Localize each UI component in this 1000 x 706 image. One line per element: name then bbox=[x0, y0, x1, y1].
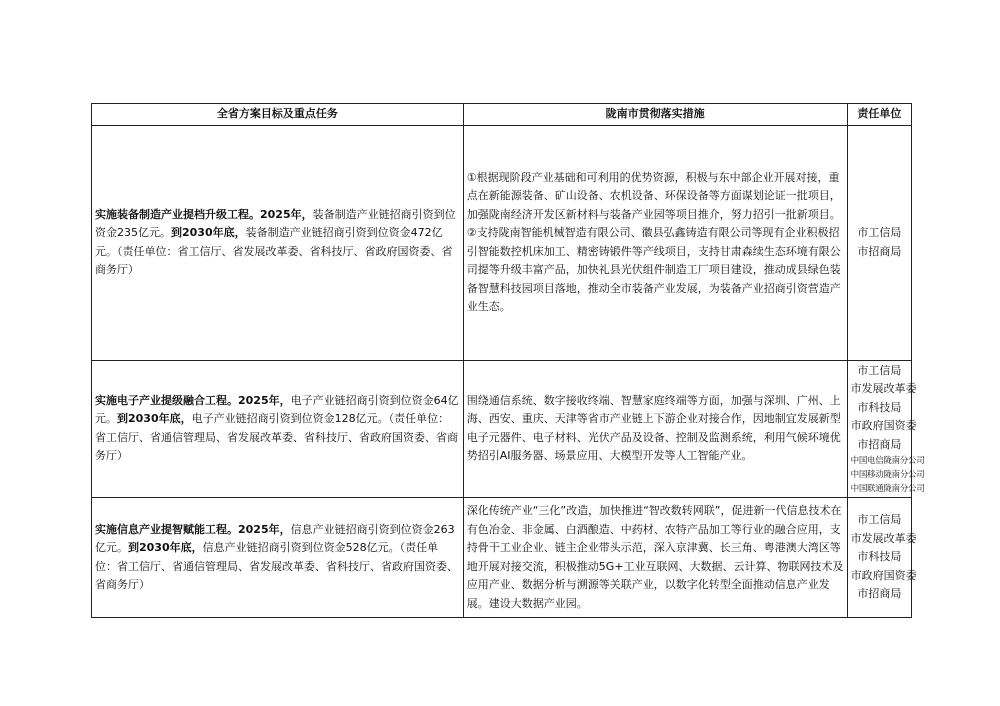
measures-cell: 围绕通信系统、数字接收终端、智慧家庭终端等方面，加强与深圳、广州、上海、西安、重庆、天津等省市产业链上下游企业对接合作，因地制宜发展新型电子元器件、电子材料、光伏产品及设备、控制及监测系统，利用气候环境优势招引AI服务器、场景应用、大模型开发等人工智能产业。 bbox=[463, 360, 847, 498]
task-title: 实施信息产业提智赋能工程。 bbox=[95, 522, 238, 536]
task-text: 电子产业链招商引资到位资金128亿元。（责任单位：省工信厅、省通信管理局、省发展改革委、省科技厅、省政府国资委、省商务厅） bbox=[95, 412, 458, 463]
unit-name: 中国移动陇南分公司 bbox=[850, 470, 925, 480]
unit-name: 市工信局 bbox=[857, 513, 902, 527]
unit-name: 市工信局 bbox=[857, 226, 902, 239]
task-text: 信息产业链招商引资到位资金528亿元。（责任单位：省工信厅、省通信管理局、省发展改革委、省科技厅、省政府国资委、省商务厅） bbox=[95, 541, 458, 591]
units-cell bbox=[847, 360, 925, 498]
task-title: 实施电子产业提级融合工程。 bbox=[95, 393, 238, 407]
unit-name: 市工信局 bbox=[857, 363, 902, 377]
table-row bbox=[92, 125, 912, 360]
task-text: 装备制造产业链招商引资到位资金472亿元。（责任单位：省工信厅、省发展改革委、省科技厅、省政府国资委、省商务厅） bbox=[95, 226, 453, 276]
task-text: 装备制造产业链招商引资到位资金235亿元。 bbox=[95, 207, 456, 239]
measures-cell: ①根据现阶段产业基础和可利用的优势资源，积极与东中部企业开展对接，重点在新能源装备、矿山设备、农机设备、环保设备等方面谋划论证一批项目，加强陇南经济开发区新材料与装备产业园等项目推介，努力招引一批新项目。②支持陇南智能机械智造有限公司、徽县弘鑫铸造有限公司等现有企业积极招引智能数控机床加工、精密铸锻件等产线项目，支持甘肃森续生态环境有限公司提等升级丰富产品，加快礼县光伏组件制造工厂项目建设，推动成县绿色装备智慧科技园项目落地，推动全市装备产业发展，为装备产业招商引资营造产业生态。 bbox=[463, 125, 847, 360]
task-text: 电子产业链招商引资到位资金64亿元。 bbox=[95, 393, 459, 426]
year-2025: 2025年， bbox=[238, 393, 291, 407]
unit-name: 市科技局 bbox=[857, 400, 902, 414]
unit-name: 市政府国资委 bbox=[850, 419, 917, 432]
year-2030: 到2030年底， bbox=[117, 412, 192, 426]
unit-name: 市发展改革委 bbox=[850, 531, 917, 545]
task-title: 实施装备制造产业提档升级工程。 bbox=[95, 207, 260, 221]
unit-name: 市招商局 bbox=[857, 244, 902, 258]
document-table bbox=[91, 103, 925, 618]
unit-name: 市招商局 bbox=[857, 587, 902, 601]
year-2030: 到2030年底， bbox=[171, 226, 246, 239]
header-row bbox=[92, 104, 912, 126]
year-2025: 2025年， bbox=[260, 207, 313, 221]
unit-name: 中国电信陇南分公司 bbox=[850, 456, 925, 466]
unit-name: 中国联通陇南分公司 bbox=[850, 484, 925, 494]
measures-cell: 深化传统产业“三化”改造，加快推进“智改数转网联”，促进新一代信息技术在有色冶金、非金属、白酒酿造、中药材、农特产品加工等行业的融合应用，支持骨干工业企业、链主企业带头示范，深入京津冀、长三角、粤港澳大湾区等地开展对接交流，积极推动5G+工业互联网、大数据、云计算、物联网技术及应用产业、数据分析与溯源等关联产业，以数字化转型全面推动信息产业发展。建设大数据产业园。 bbox=[463, 498, 847, 618]
unit-name: 市招商局 bbox=[857, 437, 902, 451]
task-cell bbox=[92, 125, 464, 360]
task-cell bbox=[92, 360, 464, 498]
header-units: 责任单位 bbox=[847, 104, 911, 126]
unit-name: 市发展改革委 bbox=[850, 382, 917, 395]
unit-name: 市政府国资委 bbox=[850, 568, 917, 582]
unit-name: 市科技局 bbox=[857, 550, 902, 564]
header-goals: 全省方案目标及重点任务 bbox=[92, 104, 464, 126]
table-row bbox=[92, 360, 912, 498]
task-cell bbox=[92, 498, 464, 618]
units-cell bbox=[847, 125, 911, 360]
units-cell bbox=[847, 498, 917, 618]
year-2030: 到2030年底， bbox=[128, 541, 203, 554]
table-row bbox=[92, 498, 912, 618]
header-measures: 陇南市贯彻落实措施 bbox=[463, 104, 847, 126]
year-2025: 2025年， bbox=[238, 522, 291, 536]
task-text: 信息产业链招商引资到位资金263亿元。 bbox=[95, 522, 455, 554]
